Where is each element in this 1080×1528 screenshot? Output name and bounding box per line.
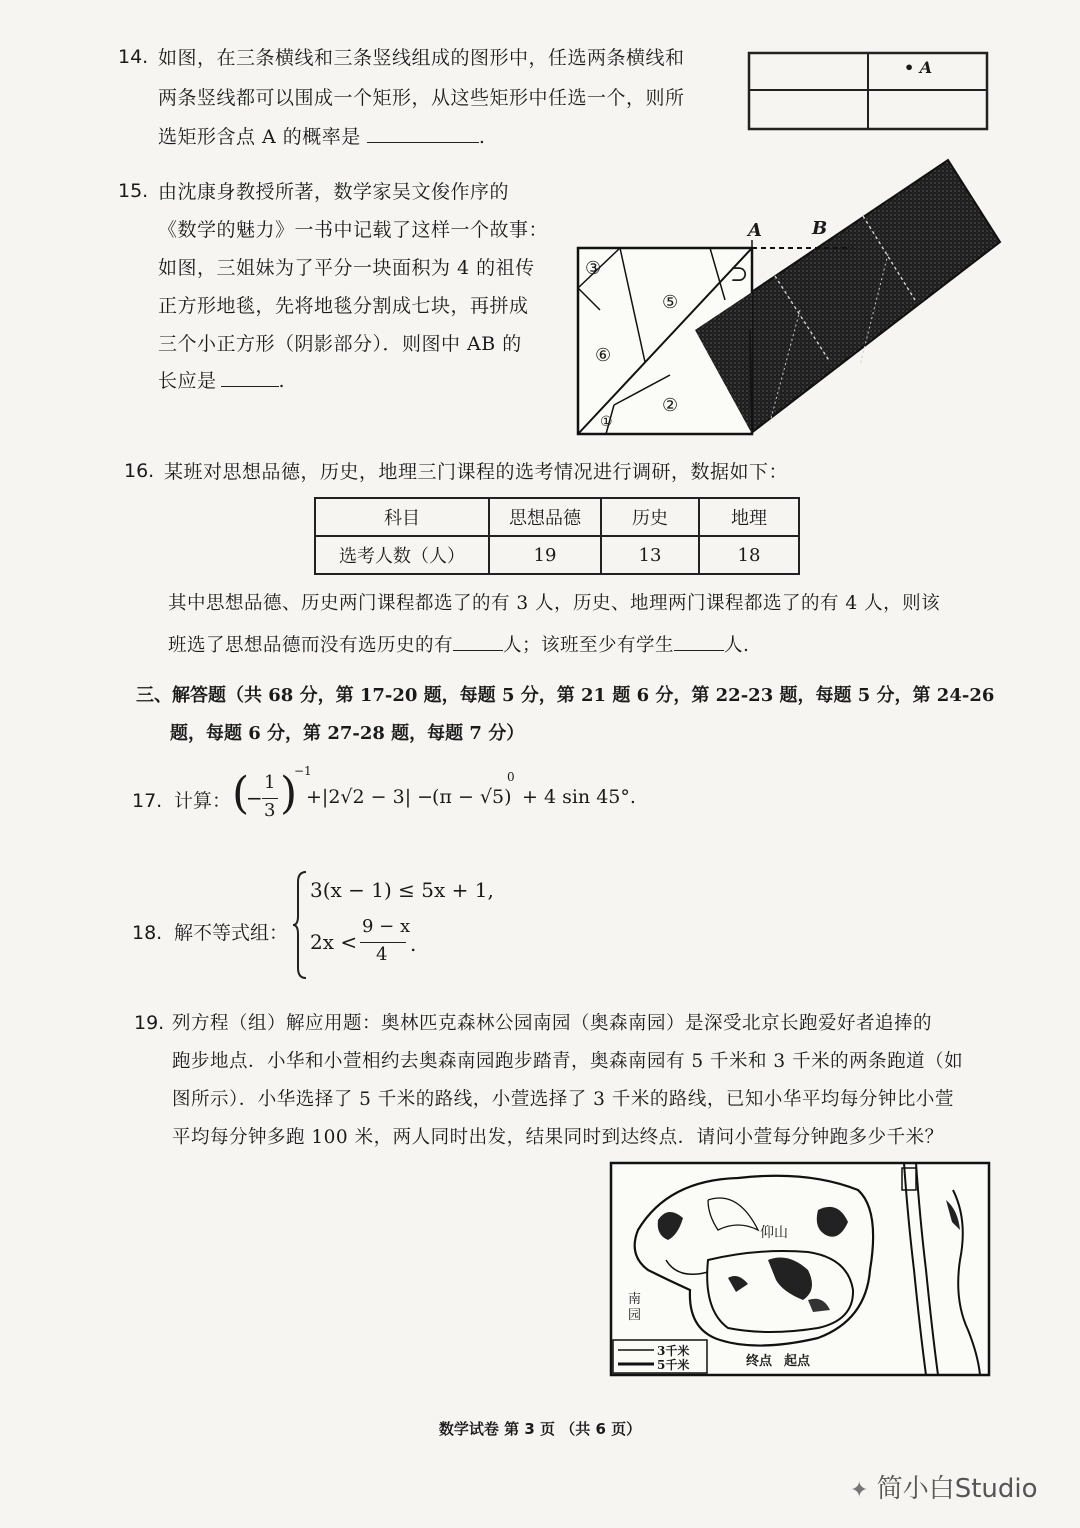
q17-expression (232, 764, 636, 834)
q17-number: 17. (132, 790, 163, 812)
q15-label-a: A (748, 220, 762, 241)
q15-number: 15. (118, 180, 149, 202)
q19-map-start: 起点 (784, 1354, 811, 1369)
q15-piece-1: ① (600, 414, 613, 430)
q17-pi-part: (π − √5) (432, 786, 512, 808)
q17-label: 计算： (174, 790, 232, 812)
q15-line5: 三个小正方形（阴影部分）．则图中 AB 的 (158, 333, 522, 355)
q18-ineq2-den: 4 (376, 944, 388, 965)
q16-answer-blank-1[interactable] (453, 630, 503, 651)
q15-piece-2: ② (662, 395, 679, 416)
q16-row-label: 选考人数（人） (315, 536, 489, 574)
q18-ineq1: 3(x − 1) ≤ 5x + 1, (310, 878, 494, 902)
watermark (850, 1468, 1038, 1505)
q18-ineq2-tail: . (410, 932, 417, 956)
q15-piece-6: ⑥ (595, 345, 612, 366)
q17-frac-num: 1 (264, 772, 276, 793)
q16-header-moral: 思想品德 (489, 498, 601, 536)
q19-map-south-label: 南园 (628, 1292, 642, 1323)
q15-piece-arc: ⊃ (730, 262, 749, 287)
q15-piece-3: ③ (585, 258, 602, 279)
q18-brace (292, 870, 308, 980)
q16-table-header-row (315, 498, 799, 536)
q16-value-history: 13 (601, 536, 699, 574)
q18-ineq2-num: 9 − x (362, 916, 411, 937)
q16-answer-blank-2[interactable] (674, 630, 724, 651)
q17-minus: − (246, 786, 263, 810)
q15-line2: 《数学的魅力》一书中记载了这样一个故事： (158, 219, 549, 241)
q14-line1: 如图，在三条横线和三条竖线组成的图形中，任选两条横线和 (158, 47, 685, 69)
q15-line1: 由沈康身教授所著，数学家吴文俊作序的 (158, 181, 510, 203)
q14-line3-text: 选矩形含点 A 的概率是 (158, 126, 361, 148)
q17-exp-neg1: −1 (294, 764, 312, 778)
q18-label: 解不等式组： (174, 922, 289, 944)
q15-carpet-figure (570, 150, 1010, 440)
q15-period: . (278, 370, 286, 392)
q19-line4: 平均每分钟多跑 100 米，两人同时出发，结果同时到达终点．请问小萱每分钟跑多少千米？ (172, 1127, 944, 1148)
q18-number: 18. (132, 922, 163, 944)
q17-exp0: 0 (507, 770, 515, 784)
q19-map-mountain: 仰山 (760, 1225, 788, 1241)
q14-number: 14. (118, 46, 149, 68)
section3-heading-line1: 三、解答题（共 68 分，第 17-20 题，每题 5 分，第 21 题 6 分，第 22-23 题，每题 5 分，第 24-26 (136, 685, 995, 706)
q14-point-a-label: • A (904, 58, 933, 77)
q19-line3: 图所示）．小华选择了 5 千米的路线，小萱选择了 3 千米的路线，已知小华平均每分钟比小萱 (172, 1089, 954, 1110)
q19-line2: 跑步地点．小华和小萱相约去奥森南园跑步踏青，奥森南园有 5 千米和 3 千米的两条跑道（如 (172, 1051, 964, 1072)
q14-grid-figure (746, 50, 990, 132)
watermark-text: 简小白Studio (876, 1474, 1038, 1504)
q18-ineq2-bar (360, 942, 406, 943)
q16-text2b: 人；该班至少有学生 (503, 635, 675, 656)
page-footer: 数学试卷 第 3 页 （共 6 页） (438, 1420, 642, 1438)
q16-number: 16. (124, 460, 155, 482)
q17-lparen: ( (232, 768, 250, 819)
q15-line6 (158, 366, 285, 395)
q16-text2c: 人. (724, 635, 750, 656)
q19-map-legend-5km: 5千米 (657, 1358, 690, 1372)
q16-intro: 某班对思想品德，历史，地理三门课程的选考情况进行调研，数据如下： (164, 461, 789, 483)
q15-line4: 正方形地毯，先将地毯分割成七块，再拼成 (158, 295, 529, 317)
q15-piece-5: ⑤ (662, 292, 679, 313)
q16-table-data-row (315, 536, 799, 574)
q17-tail: + 4 sin 45°. (522, 786, 636, 808)
q14-answer-blank[interactable] (367, 122, 479, 143)
q17-abs-part: +|2√2 − 3| − (306, 786, 434, 808)
q14-line2: 两条竖线都可以围成一个矩形，从这些矩形中任选一个，则所 (158, 87, 685, 109)
section3-heading-line2: 题，每题 6 分，第 27-28 题，每题 7 分） (170, 723, 525, 744)
q15-label-b: B (812, 218, 828, 239)
q16-header-geography: 地理 (699, 498, 799, 536)
wechat-icon: ✦ (850, 1478, 869, 1503)
q16-value-moral: 19 (489, 536, 601, 574)
q16-text2a: 班选了思想品德而没有选历史的有 (168, 635, 454, 656)
q16-text2 (168, 630, 749, 660)
q16-header-subject: 科目 (315, 498, 489, 536)
q19-number: 19. (134, 1012, 165, 1034)
q17-frac-den: 3 (264, 800, 276, 821)
q16-table (314, 497, 800, 575)
q16-header-history: 历史 (601, 498, 699, 536)
q16-value-geography: 18 (699, 536, 799, 574)
q18-ineq2-left: 2x < (310, 930, 358, 954)
q15-line3: 如图，三姐妹为了平分一块面积为 4 的祖传 (158, 257, 535, 279)
q17-frac-bar (262, 798, 278, 799)
q19-map-end: 终点 (746, 1354, 773, 1369)
q14-line3 (158, 122, 485, 151)
q19-map-legend-3km: 3千米 (657, 1344, 690, 1358)
q17-rparen: ) (280, 768, 298, 819)
q14-period: . (478, 126, 486, 148)
q15-answer-blank[interactable] (221, 366, 279, 387)
q16-text1: 其中思想品德、历史两门课程都选了的有 3 人，历史、地理两门课程都选了的有 4 人，则该 (168, 593, 941, 614)
q19-line1: 列方程（组）解应用题：奥林匹克森林公园南园（奥森南园）是深受北京长跑爱好者追捧的 (172, 1013, 933, 1034)
q15-line6-text: 长应是 (158, 370, 217, 392)
